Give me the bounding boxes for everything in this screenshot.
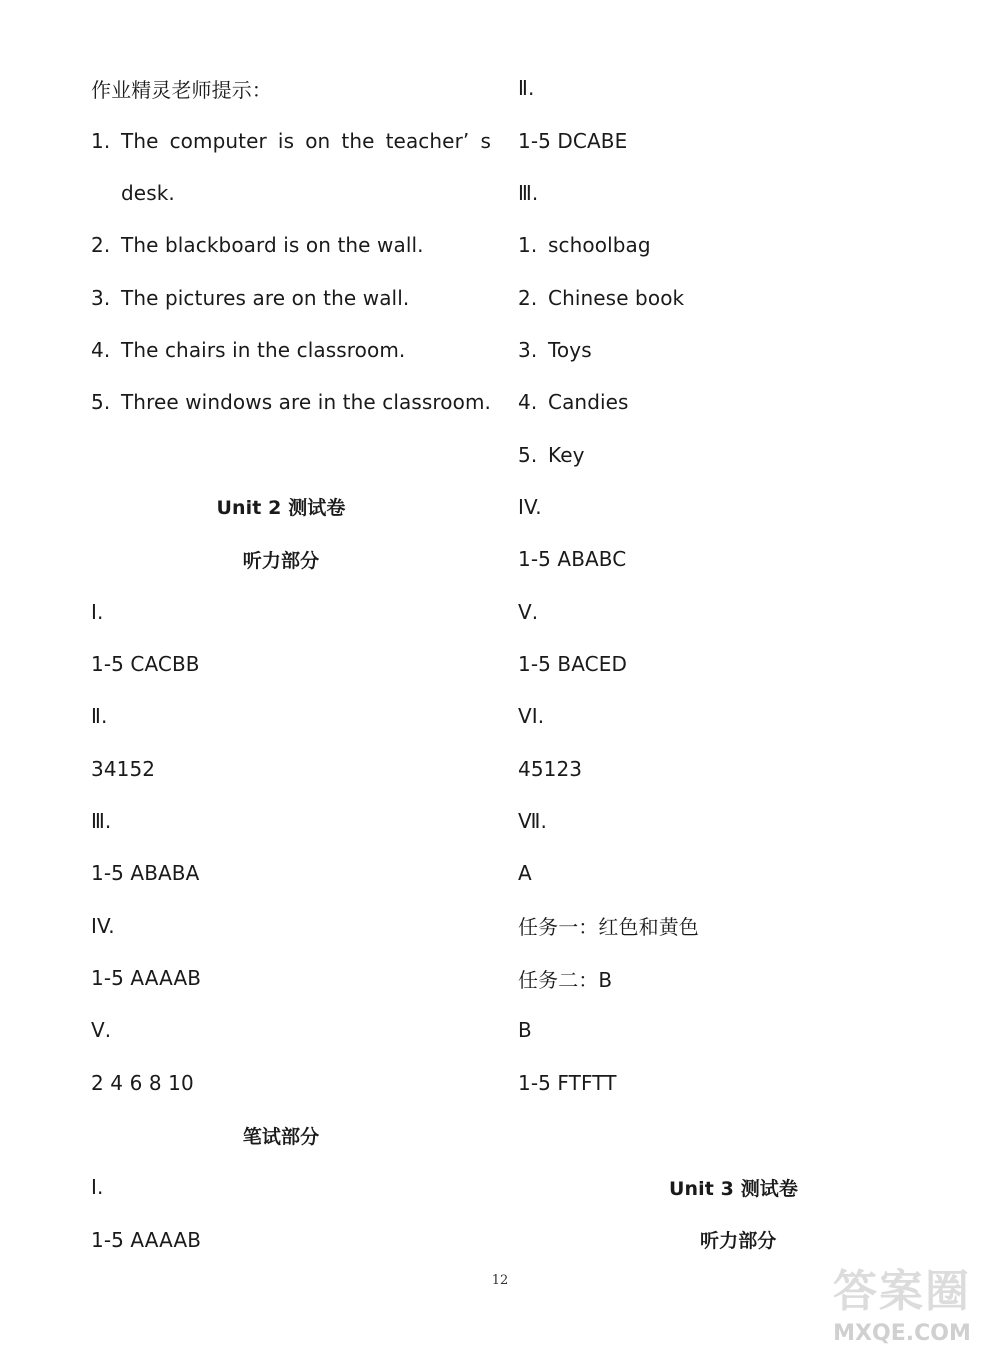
list-item-number: 3.: [91, 285, 111, 310]
task-answer: 任务二：B: [518, 967, 613, 992]
section-label: Ⅴ.: [91, 1018, 112, 1043]
section-label: IV.: [91, 913, 115, 938]
list-item-4: [91, 324, 491, 376]
section-answer: 1-5 AAAAB: [91, 1227, 202, 1252]
section-label: Ⅲ.: [518, 180, 539, 205]
section-label: VI.: [518, 704, 545, 729]
written-section-title: 笔试部分: [242, 1125, 320, 1148]
section-label: IV.: [518, 494, 542, 519]
list-item-number: 2.: [518, 285, 538, 310]
section-label: Ⅰ.: [91, 599, 104, 624]
list-item-5: [91, 376, 491, 428]
list-item-number: 5.: [91, 390, 111, 415]
list-item-3: [91, 271, 491, 323]
blank-line: [518, 1109, 938, 1161]
list-item-text: Key: [548, 442, 585, 467]
list-item-text: Candies: [548, 390, 629, 415]
page-number: 12: [491, 1273, 509, 1288]
unit2-title: Unit 2 测试卷: [216, 497, 346, 520]
list-item: [518, 376, 938, 428]
subsection-label: B: [518, 1018, 532, 1043]
list-item: [518, 428, 938, 480]
section-label: Ⅴ.: [518, 599, 539, 624]
section-answer: 1-5 BACED: [518, 651, 627, 676]
list-item-2: [91, 219, 491, 271]
list-item: [518, 271, 938, 323]
list-item-number: 2.: [91, 233, 111, 258]
section-answer: 34152: [91, 756, 156, 781]
watermark-logo: 答案圈: [833, 1266, 971, 1317]
list-item-number: 1.: [91, 128, 111, 153]
section-answer: 45123: [518, 756, 583, 781]
unit3-title: Unit 3 测试卷: [669, 1177, 798, 1200]
blank-line: [91, 428, 491, 480]
section-label: Ⅰ.: [91, 1175, 104, 1200]
list-item-1-continuation: desk.: [121, 180, 175, 205]
watermark: [812, 1264, 992, 1356]
list-item-text: Chinese book: [548, 285, 685, 310]
list-item-text: Toys: [548, 337, 592, 362]
section-answer: 1-5 FTFTT: [518, 1070, 617, 1095]
task-answer: 任务一：红色和黄色: [518, 915, 699, 940]
list-item-text: The chairs in the classroom.: [121, 337, 406, 362]
list-item-number: 3.: [518, 337, 538, 362]
list-item-1: [91, 114, 491, 166]
list-item-number: 4.: [91, 337, 111, 362]
watermark-url: MXQE.COM: [833, 1321, 971, 1346]
section-label: Ⅲ.: [91, 808, 112, 833]
section-label: Ⅱ.: [518, 76, 535, 101]
list-item-text: schoolbag: [548, 233, 651, 258]
section-label: Ⅶ.: [518, 808, 547, 833]
list-item-text: Three windows are in the classroom.: [120, 390, 491, 415]
unit3-listening-title: 听力部分: [700, 1230, 777, 1253]
listening-section-title: 听力部分: [242, 549, 320, 572]
section-answer: 1-5 AAAAB: [91, 966, 202, 991]
section-answer: 2 4 6 8 10: [91, 1070, 194, 1095]
section-answer: 1-5 DCABE: [518, 128, 628, 153]
list-item-text: The blackboard is on the wall.: [121, 233, 424, 258]
list-item: [518, 219, 938, 271]
list-item-number: 5.: [518, 442, 538, 467]
section-label: Ⅱ.: [91, 704, 108, 729]
subsection-label: A: [518, 861, 532, 886]
section-answer: 1-5 ABABC: [518, 547, 627, 572]
list-item-text: The computer is on the teacher’ s: [121, 128, 491, 153]
section-answer: 1-5 ABABA: [91, 861, 200, 886]
right-column: [518, 62, 938, 1266]
list-item: [518, 324, 938, 376]
list-item-text: The pictures are on the wall.: [121, 285, 410, 310]
section-answer: 1-5 CACBB: [91, 651, 200, 676]
tip-header: 作业精灵老师提示：: [91, 77, 272, 102]
left-column: [91, 62, 491, 1266]
list-item-number: 4.: [518, 390, 538, 415]
list-item-number: 1.: [518, 233, 538, 258]
